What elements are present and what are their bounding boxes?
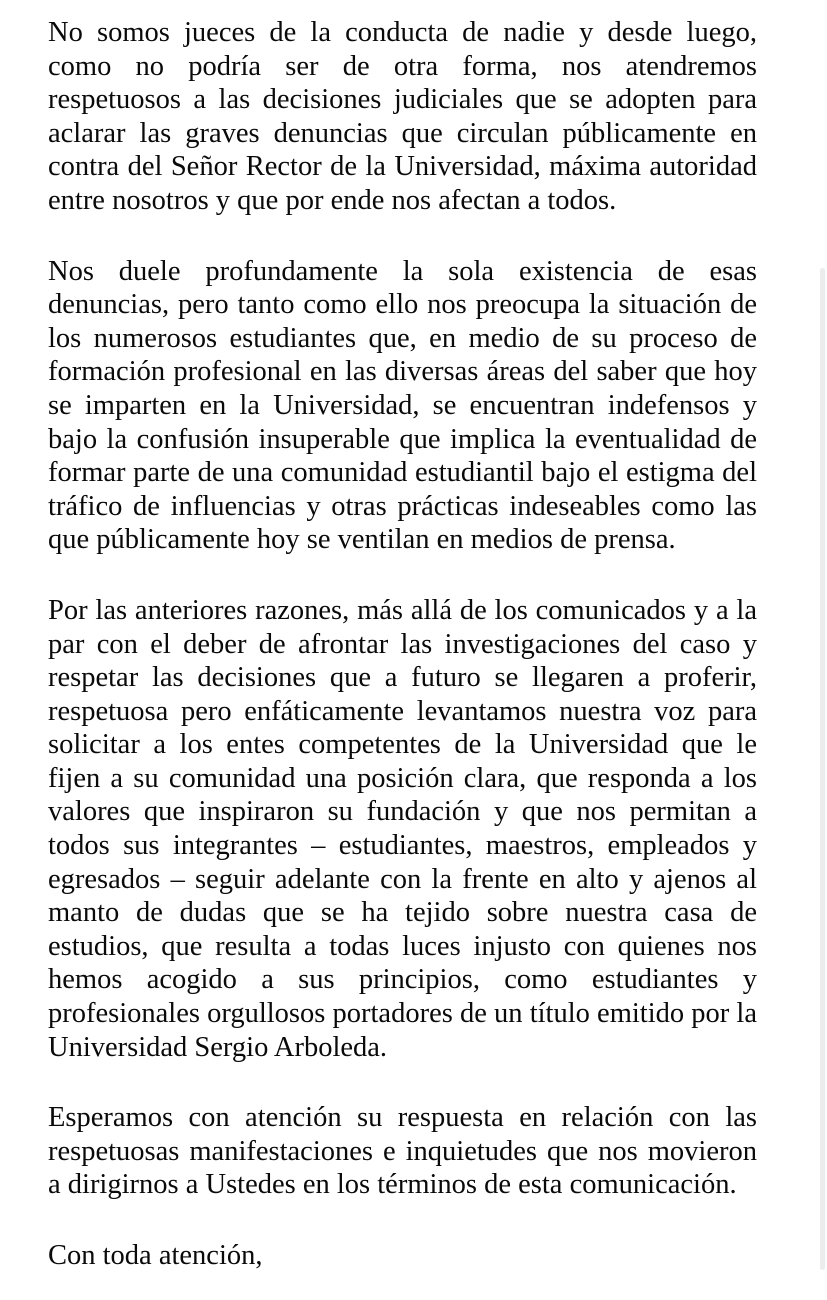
letter-paragraph-2: Nos duele profundamente la sola existencia de esas denuncias, pero tanto como ello nos preocupa la situación de los numerosos estudiantes que, en medio de su proceso de formación profesional en las diversas áreas del saber que hoy se imparten en la Universidad, se encuentran indefensos y bajo la confusión insuperable que implica la eventualidad de formar parte de una comunidad estudiantil bajo el estigma del tráfico de influencias y otras prácticas indeseables como las que públicamente hoy se ventilan en medios de prensa. [48,255,757,556]
closing-salutation: Con toda atención, [48,1240,263,1271]
letter-paragraph-4: Esperamos con atención su respuesta en relación con las respetuosas manifestaciones e inquietudes que nos movieron a dirigirnos a Ustedes en los términos de esta comunicación. [48,1102,757,1201]
scrollbar-thumb[interactable] [820,268,825,1270]
letter-paragraph-1: No somos jueces de la conducta de nadie y desde luego, como no podría ser de otra forma, nos atendremos respetuosos a las decisiones judiciales que se adopten para aclarar las graves denuncias que circulan públicamente en contra del Señor Rector de la Universidad, máxima autoridad entre nosotros y que por ende nos afectan a todos. [48,17,757,216]
letter-paragraph-3: Por las anteriores razones, más allá de los comunicados y a la par con el deber de afrontar las investigaciones del caso y respetar las decisiones que a futuro se llegaren a proferir, respetuosa pero enfáticamente levantamos nuestra voz para solicitar a los entes competentes de la Universidad que le fijen a su comunidad una posición clara, que responda a los valores que inspiraron su fundación y que nos permitan a todos sus integrantes – estudiantes, maestros, empleados y egresados – seguir adelante con la frente en alto y ajenos al manto de dudas que se ha tejido sobre nuestra casa de estudios, que resulta a todas luces injusto con quienes nos hemos acogido a sus principios, como estudiantes y profesionales orgullosos portadores de un título emitido por la Universidad Sergio Arboleda. [48,594,757,1063]
